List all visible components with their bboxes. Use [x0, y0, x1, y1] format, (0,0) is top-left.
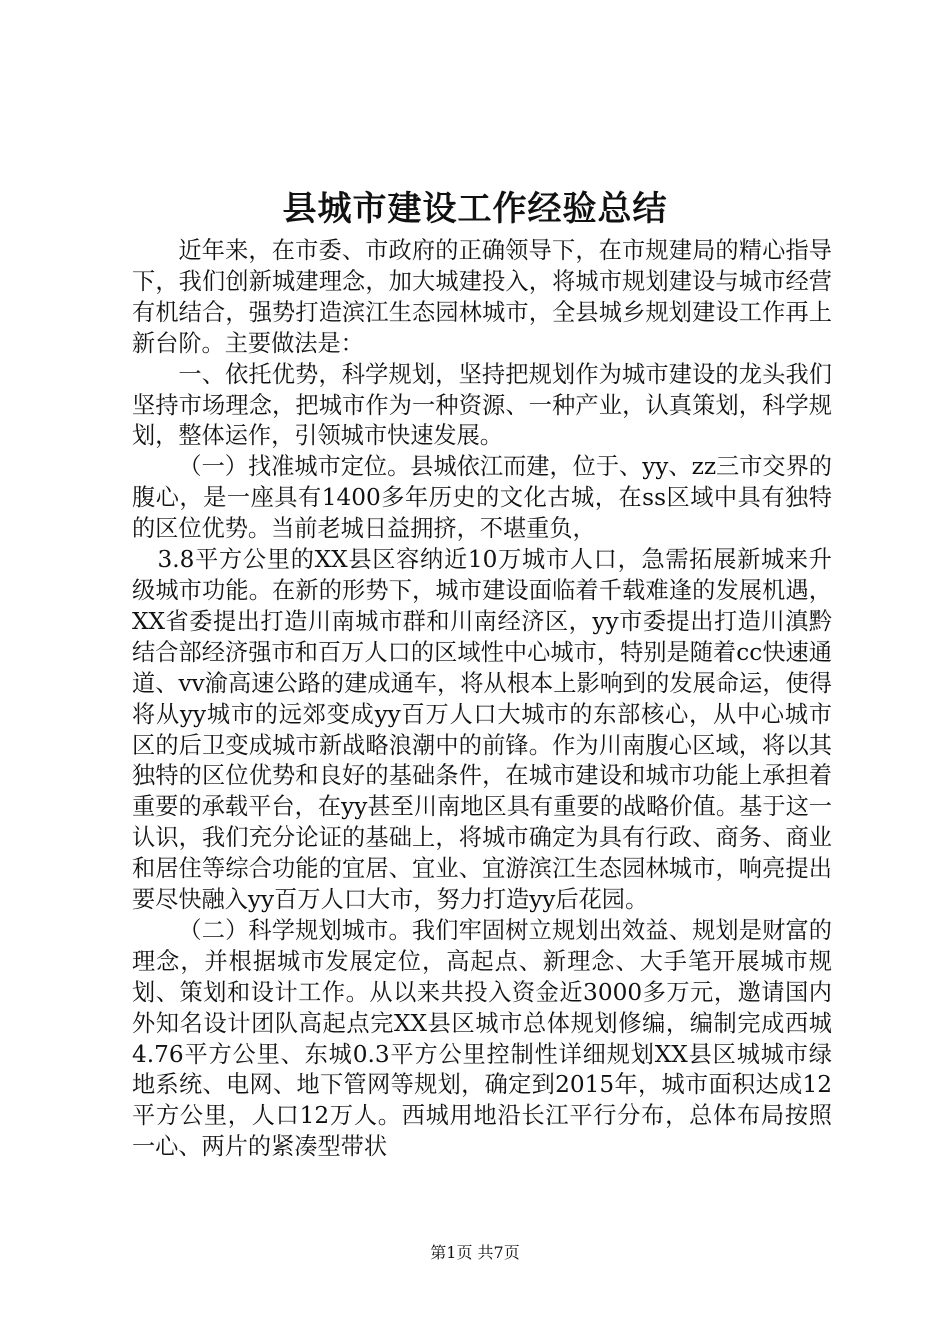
- paragraph-section-one: 一、依托优势，科学规划，坚持把规划作为城市建设的龙头我们坚持市场理念，把城市作为一种资源、一种产业，认真策划，科学规划，整体运作，引领城市快速发展。: [132, 360, 832, 450]
- page-number-footer: 第1页 共7页: [430, 1243, 520, 1262]
- paragraph-intro: 近年来，在市委、市政府的正确领导下，在市规建局的精心指导下，我们创新城建理念，加大城建投入，将城市规划建设与城市经营有机结合，强势打造滨江生态园林城市，全县城乡规划建设工作再上新台阶。主要做法是：: [132, 237, 832, 357]
- document-body: [132, 236, 832, 1163]
- paragraph-city-background: 3.8平方公里的XX县区容纳近10万城市人口，急需拓展新城来升级城市功能。在新的形势下，城市建设面临着千载难逢的发展机遇，XX省委提出打造川南城市群和川南经济区，yy市委提出打造川滇黔结合部经济强市和百万人口的区域性中心城市，特别是随着cc快速通道、vv渝高速公路的建成通车，将从根本上影响到的发展命运，使得将从yy城市的远郊变成yy百万人口大城市的东部核心，从中心城市区的后卫变成城市新战略浪潮中的前锋。作为川南腹心区域，将以其独特的区位优势和良好的基础条件，在城市建设和城市功能上承担着重要的承载平台，在yy甚至川南地区具有重要的战略价值。基于这一认识，我们充分论证的基础上，将城市确定为具有行政、商务、商业和居住等综合功能的宜居、宜业、宜游滨江生态园林城市，响亮提出要尽快融入yy百万人口大市，努力打造yy后花园。: [132, 546, 832, 914]
- paragraph-city-planning: （二）科学规划城市。我们牢固树立规划出效益、规划是财富的理念，并根据城市发展定位，高起点、新理念、大手笔开展城市规划、策划和设计工作。从以来共投入资金近3000多万元，邀请国内外知名设计团队高起点完XX县区城市总体规划修编，编制完成西城4.76平方公里、东城0.3平方公里控制性详细规划XX县区城城市绿地系统、电网、地下管网等规划，确定到2015年，城市面积达成12平方公里，人口12万人。西城用地沿长江平行分布，总体布局按照一心、两片的紧凑型带状: [132, 916, 832, 1161]
- paragraph-city-positioning: （一）找准城市定位。县城依江而建，位于、yy、zz三市交界的腹心，是一座具有1400多年历史的文化古城，在ss区域中具有独特的区位优势。当前老城日益拥挤，不堪重负，: [132, 453, 832, 543]
- document-title: 县城市建设工作经验总结: [282, 189, 668, 229]
